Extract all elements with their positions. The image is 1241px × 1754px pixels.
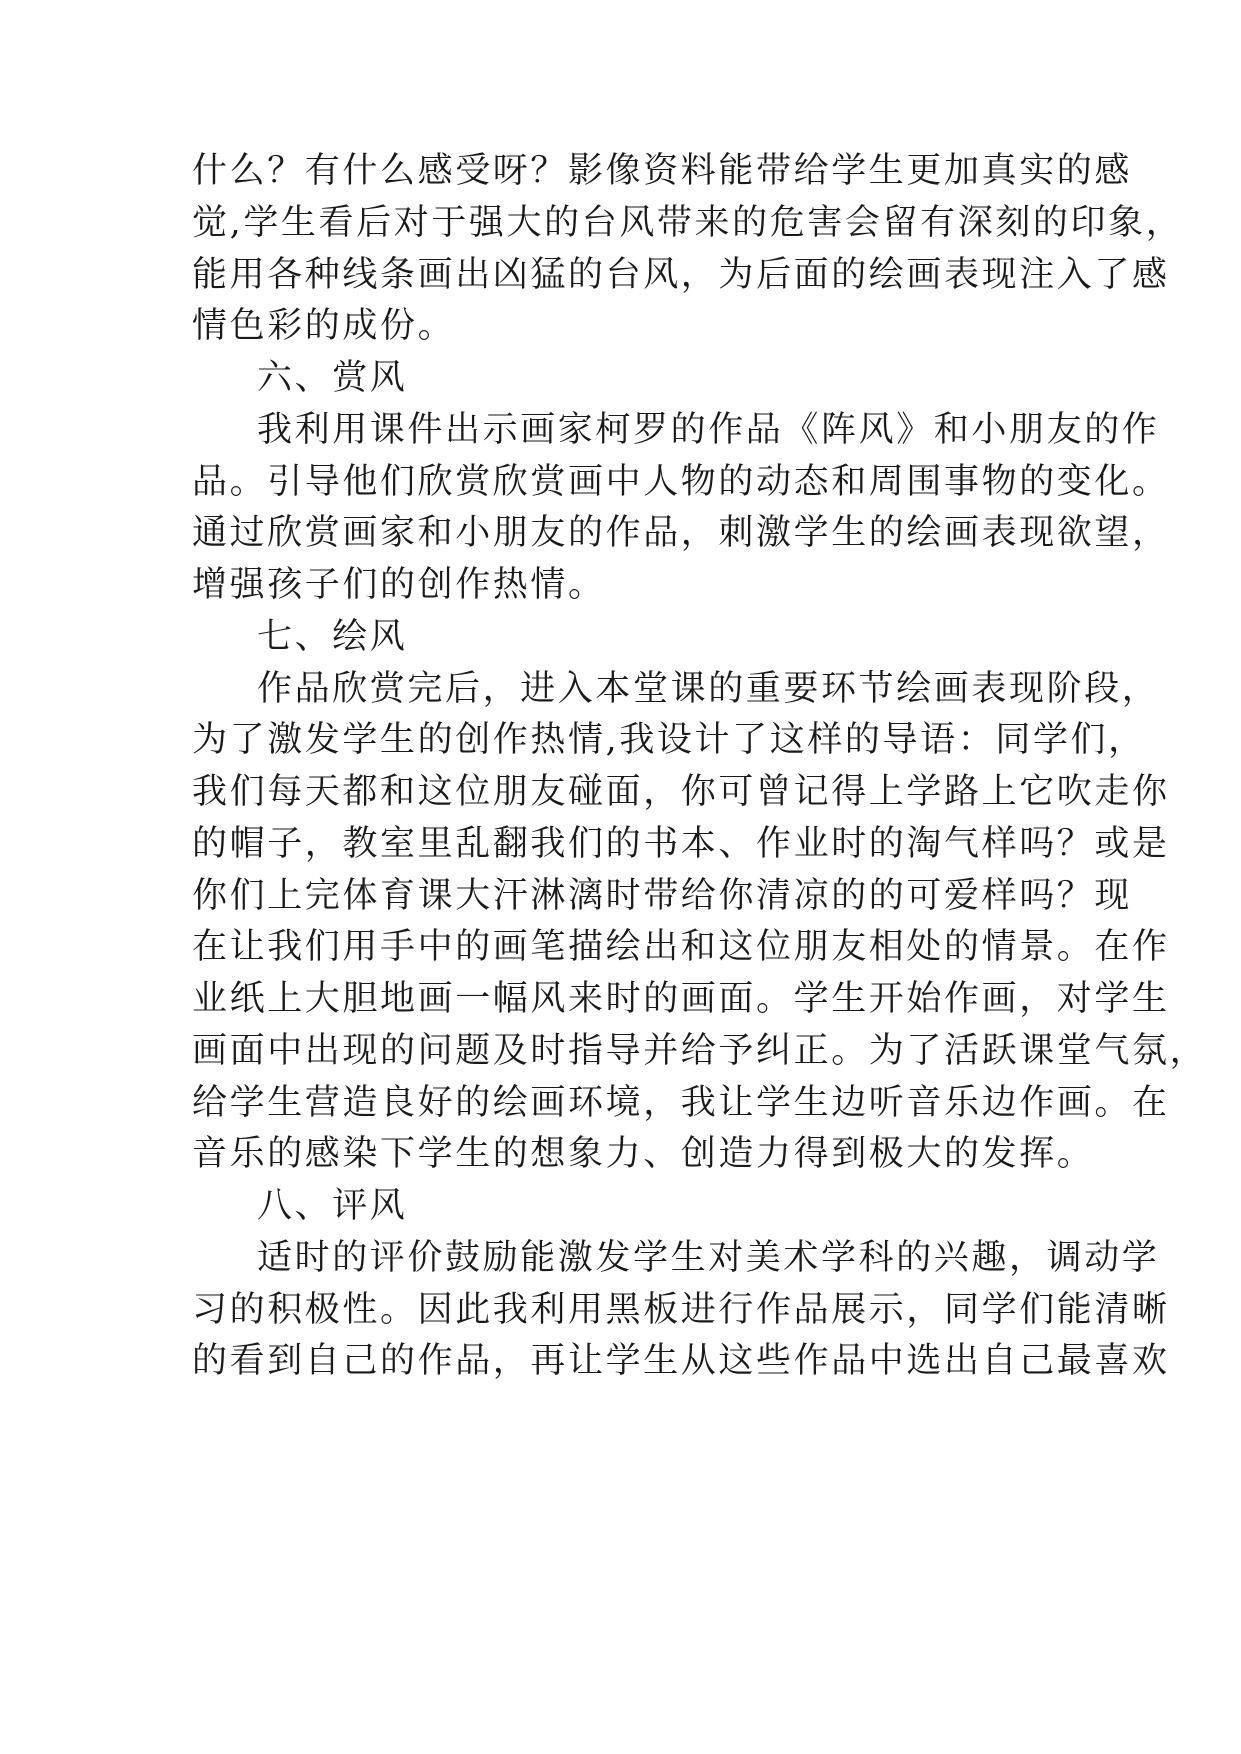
text-line: 通过欣赏画家和小朋友的作品，刺激学生的绘画表现欲望，	[192, 513, 1170, 553]
text-line: 音乐的感染下学生的想象力、创造力得到极大的发挥。	[192, 1134, 1095, 1174]
text-line: 画面中出现的问题及时指导并给予纠正。为了活跃课堂气氛，	[192, 1031, 1208, 1071]
text-line: 作品欣赏完后，进入本堂课的重要环节绘画表现阶段，	[257, 669, 1160, 709]
text-line: 给学生营造良好的绘画环境，我让学生边听音乐边作画。在	[192, 1083, 1170, 1123]
text-line: 我利用课件出示画家柯罗的作品《阵风》和小朋友的作	[257, 410, 1160, 450]
text-line: 适时的评价鼓励能激发学生对美术学科的兴趣，调动学	[257, 1238, 1160, 1278]
text-line: 品。引导他们欣赏欣赏画中人物的动态和周围事物的变化。	[192, 462, 1170, 502]
text-line: 我们每天都和这位朋友碰面，你可曾记得上学路上它吹走你	[192, 772, 1170, 812]
text-line: 习的积极性。因此我利用黑板进行作品展示，同学们能清晰	[192, 1290, 1170, 1330]
text-line: 增强孩子们的创作热情。	[192, 565, 606, 605]
section-heading: 八、评风	[257, 1186, 408, 1226]
section-heading: 六、赏风	[257, 358, 408, 398]
text-line: 能用各种线条画出凶猛的台风，为后面的绘画表现注入了感	[192, 255, 1170, 295]
text-line: 在让我们用手中的画笔描绘出和这位朋友相处的情景。在作	[192, 927, 1170, 967]
text-line: 你们上完体育课大汗淋漓时带给你清凉的的可爱样吗？现	[192, 876, 1133, 916]
text-line: 为了激发学生的创作热情,我设计了这样的导语：同学们，	[192, 720, 1146, 760]
text-line: 情色彩的成份。	[192, 306, 456, 346]
text-line: 觉,学生看后对于强大的台风带来的危害会留有深刻的印象，	[192, 203, 1184, 243]
text-line: 的看到自己的作品，再让学生从这些作品中选出自己最喜欢	[192, 1341, 1170, 1381]
text-line: 什么？有什么感受呀？影像资料能带给学生更加真实的感	[192, 151, 1133, 191]
section-heading: 七、绘风	[257, 617, 408, 657]
text-line: 业纸上大胆地画一幅风来时的画面。学生开始作画，对学生	[192, 979, 1170, 1019]
text-line: 的帽子，教室里乱翻我们的书本、作业时的淘气样吗？或是	[192, 824, 1170, 864]
